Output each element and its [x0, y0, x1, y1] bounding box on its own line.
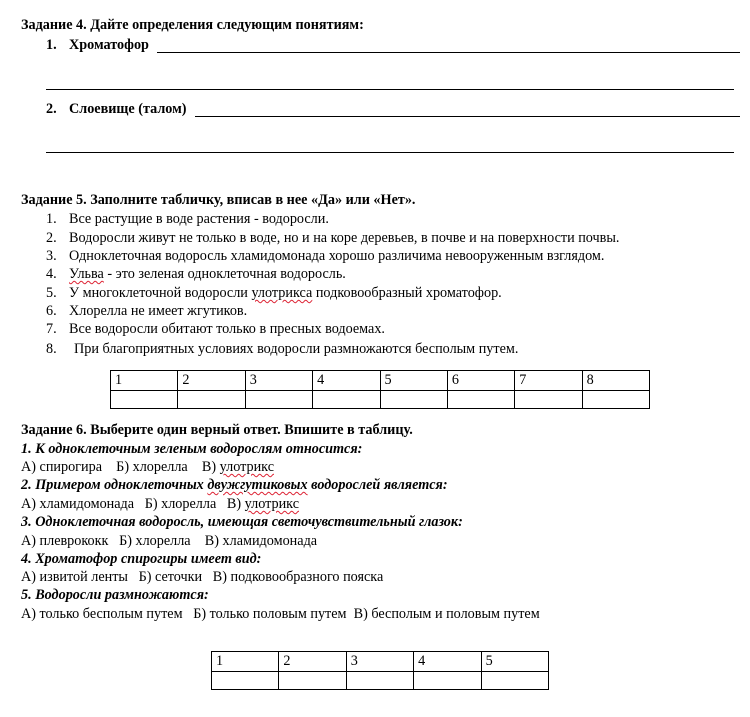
table-header-cell: 2	[178, 371, 245, 391]
statement-text-post: подковообразный хроматофор.	[312, 285, 502, 301]
answer-options-2	[21, 496, 299, 513]
statement-text: Водоросли живут не только в воде, но и на коре деревьев, в почве и на поверхности почвы.	[69, 230, 620, 246]
statement-number: 3.	[46, 248, 57, 264]
misspelled-word: улотрикса	[251, 285, 313, 301]
answer-cell[interactable]	[279, 672, 346, 690]
statement-number: 6.	[46, 303, 57, 319]
misspelled-word: двужгутиковых	[207, 477, 308, 493]
misspelled-word: улотрикс	[219, 459, 274, 475]
answer-cell[interactable]	[414, 672, 481, 690]
question-text-pre: 2. Примером одноклеточных	[21, 477, 208, 493]
answer-cell[interactable]	[447, 391, 514, 409]
question-1: 1. К одноклеточным зеленым водорослям относится:	[21, 441, 363, 457]
table-header-cell: 3	[346, 652, 413, 672]
answer-cell[interactable]	[212, 672, 279, 690]
task6-answer-table	[211, 651, 549, 690]
question-2	[21, 477, 448, 494]
question-5: 5. Водоросли размножаются:	[21, 587, 209, 603]
task5-title: Задание 5. Заполните табличку, вписав в нее «Да» или «Нет».	[21, 192, 416, 208]
statement-text: Одноклеточная водоросль хламидомонада хорошо различима невооруженным взглядом.	[69, 248, 605, 264]
answer-cell[interactable]	[245, 391, 312, 409]
answer-cell[interactable]	[178, 391, 245, 409]
statement-number: 2.	[46, 230, 57, 246]
statement-text-rest: - это зеленая одноклеточная водоросль.	[103, 266, 346, 282]
table-header-cell: 1	[111, 371, 178, 391]
statement-number: 8.	[46, 341, 57, 357]
task4-item2-answer-line[interactable]	[195, 116, 740, 117]
task4-item1-number: 1.	[46, 37, 57, 53]
statement-number: 5.	[46, 285, 57, 301]
table-header-cell: 5	[380, 371, 447, 391]
task4-item1-answer-line[interactable]	[157, 52, 740, 53]
question-4: 4. Хроматофор спирогиры имеет вид:	[21, 551, 262, 567]
statement-text	[69, 285, 502, 302]
misspelled-word: Ульва	[69, 266, 104, 282]
answer-options-4: А) извитой ленты Б) сеточки В) подковообразного пояска	[21, 569, 384, 585]
statement-text: При благоприятных условиях водоросли размножаются бесполым путем.	[74, 341, 519, 357]
table-header-cell: 4	[313, 371, 380, 391]
statement-text: Хлорелла не имеет жгутиков.	[69, 303, 248, 319]
misspelled-word: улотрикс	[244, 496, 299, 512]
statement-text: Все водоросли обитают только в пресных водоемах.	[69, 321, 385, 337]
statement-number: 1.	[46, 211, 57, 227]
table-header-cell: 7	[515, 371, 582, 391]
answer-cell[interactable]	[111, 391, 178, 409]
table-header-cell: 3	[245, 371, 312, 391]
answer-options-text: А) хламидомонада Б) хлорелла В)	[21, 496, 245, 512]
answer-cell[interactable]	[582, 391, 649, 409]
task4-item2-number: 2.	[46, 101, 57, 117]
question-text-post: водорослей является:	[307, 477, 448, 493]
table-header-cell: 5	[481, 652, 548, 672]
task5-answer-table	[110, 370, 650, 409]
answer-cell[interactable]	[481, 672, 548, 690]
answer-cell[interactable]	[346, 672, 413, 690]
statement-text: Все растущие в воде растения - водоросли.	[69, 211, 329, 227]
answer-options-5: А) только бесполым путем Б) только половым путем В) бесполым и половым путем	[21, 606, 540, 622]
answer-cell[interactable]	[313, 391, 380, 409]
task4-item1-term: Хроматофор	[69, 37, 149, 53]
task4-item2-term: Слоевище (талом)	[69, 101, 187, 117]
statement-number: 7.	[46, 321, 57, 337]
answer-options-3: А) плеврококк Б) хлорелла В) хламидомонада	[21, 533, 318, 549]
question-3: 3. Одноклеточная водоросль, имеющая светочувствительный глазок:	[21, 514, 463, 530]
statement-text	[69, 266, 346, 283]
answer-cell[interactable]	[380, 391, 447, 409]
table-header-cell: 4	[414, 652, 481, 672]
answer-options-text: А) спирогира Б) хлорелла В)	[21, 459, 220, 475]
table-header-cell: 8	[582, 371, 649, 391]
table-header-cell: 1	[212, 652, 279, 672]
task4-item1-answer-line-2[interactable]	[46, 89, 734, 90]
statement-text-pre: У многоклеточной водоросли	[69, 285, 252, 301]
answer-options-1	[21, 459, 274, 476]
answer-cell[interactable]	[515, 391, 582, 409]
statement-number: 4.	[46, 266, 57, 282]
task6-title: Задание 6. Выберите один верный ответ. Впишите в таблицу.	[21, 422, 413, 438]
task4-item2-answer-line-2[interactable]	[46, 152, 734, 153]
table-header-cell: 6	[447, 371, 514, 391]
task4-title: Задание 4. Дайте определения следующим понятиям:	[21, 17, 364, 33]
table-header-cell: 2	[279, 652, 346, 672]
